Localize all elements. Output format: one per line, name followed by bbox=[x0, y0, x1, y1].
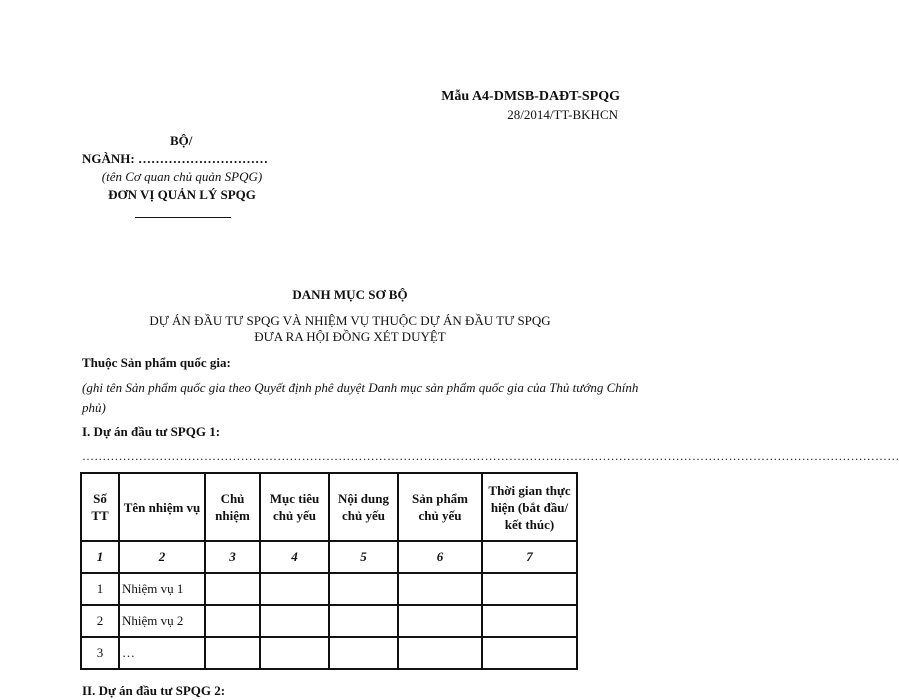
empty-cell bbox=[329, 573, 398, 605]
column-header: Mục tiêu chủ yếu bbox=[260, 473, 329, 541]
table-row bbox=[81, 573, 577, 605]
managing-agency-note: (tên Cơ quan chủ quản SPQG) bbox=[101, 169, 263, 184]
header-divider bbox=[135, 217, 231, 218]
empty-cell bbox=[398, 637, 482, 669]
document-title: DANH MỤC SƠ BỘ bbox=[292, 287, 408, 302]
table-row bbox=[81, 605, 577, 637]
column-header: Nội dung chủ yếu bbox=[329, 473, 398, 541]
ministry-line: BỘ/ bbox=[170, 133, 193, 148]
empty-cell bbox=[482, 605, 577, 637]
column-header: Tên nhiệm vụ bbox=[119, 473, 205, 541]
empty-cell bbox=[205, 637, 260, 669]
table-header-row bbox=[81, 473, 577, 541]
empty-cell bbox=[329, 605, 398, 637]
task-name-cell: Nhiệm vụ 2 bbox=[119, 605, 205, 637]
task-table bbox=[80, 472, 578, 670]
national-product-label: Thuộc Sản phẩm quốc gia: bbox=[82, 355, 231, 370]
empty-cell bbox=[260, 573, 329, 605]
task-name-cell: … bbox=[119, 637, 205, 669]
ministry-name-line: NGÀNH: ………………………… bbox=[82, 151, 268, 166]
table-row bbox=[81, 637, 577, 669]
column-number: 2 bbox=[119, 541, 205, 573]
empty-cell bbox=[260, 605, 329, 637]
empty-cell bbox=[260, 637, 329, 669]
empty-cell bbox=[205, 605, 260, 637]
row-number: 2 bbox=[81, 605, 119, 637]
row-number: 1 bbox=[81, 573, 119, 605]
empty-cell bbox=[205, 573, 260, 605]
empty-cell bbox=[329, 637, 398, 669]
empty-cell bbox=[398, 605, 482, 637]
column-number: 4 bbox=[260, 541, 329, 573]
column-number: 5 bbox=[329, 541, 398, 573]
empty-cell bbox=[482, 573, 577, 605]
document-subtitle-1: DỰ ÁN ĐẦU TƯ SPQG VÀ NHIỆM VỤ THUỘC DỰ ÁN ĐẦU TƯ SPQG bbox=[149, 313, 551, 328]
task-name-cell: Nhiệm vụ 1 bbox=[119, 573, 205, 605]
column-number: 3 bbox=[205, 541, 260, 573]
empty-cell bbox=[398, 573, 482, 605]
instruction-note: (ghi tên Sản phẩm quốc gia theo Quyết định phê duyệt Danh mục sản phẩm quốc gia của Thủ tướng Chính phủ) bbox=[82, 380, 639, 415]
circular-number: 28/2014/TT-BKHCN bbox=[507, 107, 618, 122]
column-number: 6 bbox=[398, 541, 482, 573]
column-header: Thời gian thực hiện (bắt đầu/ kết thúc) bbox=[482, 473, 577, 541]
column-number-row bbox=[81, 541, 577, 573]
column-header: Chủ nhiệm bbox=[205, 473, 260, 541]
empty-cell bbox=[482, 637, 577, 669]
fill-in-dotted-line: ………………………………………………………………………………………………………………………………………………………………………………… bbox=[82, 449, 899, 463]
management-unit: ĐƠN VỊ QUẢN LÝ SPQG bbox=[108, 187, 256, 202]
column-header: Số TT bbox=[81, 473, 119, 541]
section-heading-2: II. Dự án đầu tư SPQG 2: bbox=[82, 683, 226, 698]
document-subtitle-2: ĐƯA RA HỘI ĐỒNG XÉT DUYỆT bbox=[254, 329, 446, 344]
column-number: 7 bbox=[482, 541, 577, 573]
column-number: 1 bbox=[81, 541, 119, 573]
section-heading-1: I. Dự án đầu tư SPQG 1: bbox=[82, 424, 221, 439]
form-code: Mẫu A4-DMSB-DAĐT-SPQG bbox=[441, 89, 620, 104]
column-header: Sản phẩm chủ yếu bbox=[398, 473, 482, 541]
row-number: 3 bbox=[81, 637, 119, 669]
